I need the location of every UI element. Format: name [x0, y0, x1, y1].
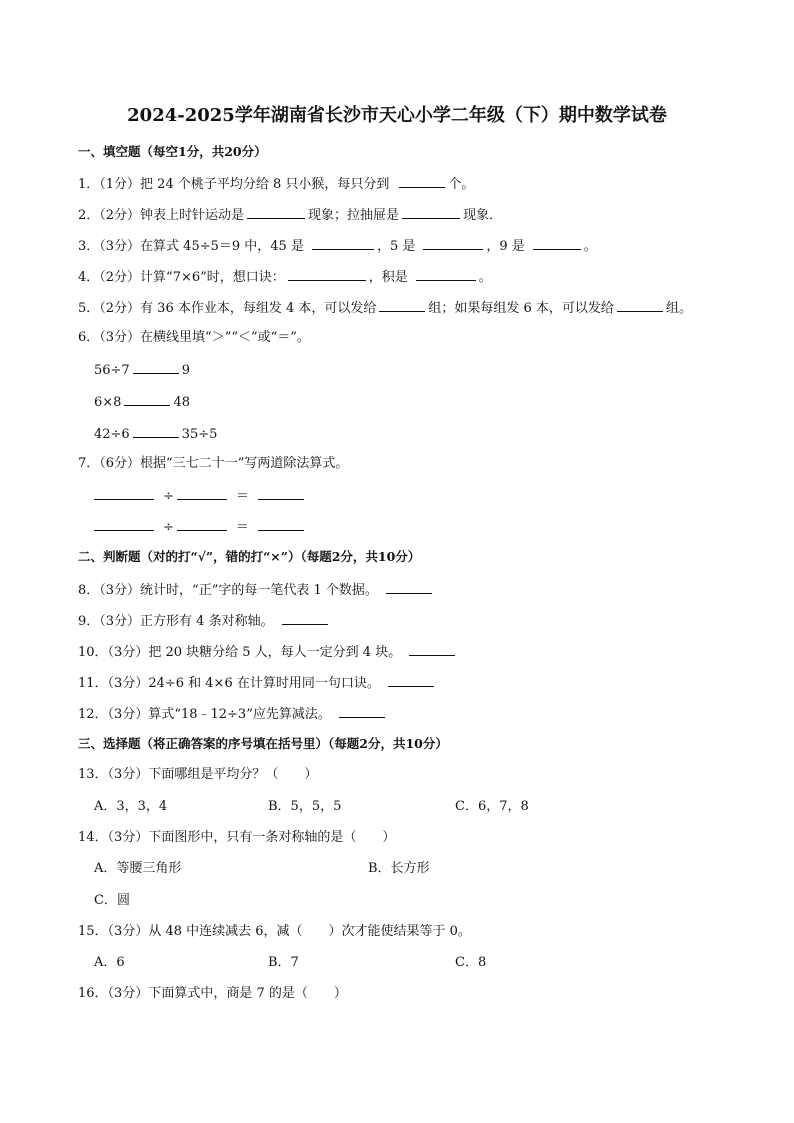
q3-blank-1[interactable] [312, 236, 374, 250]
q7-r2-div: ÷ [163, 520, 174, 535]
question-6-stem: 6．（3分）在横线里填“＞”“＜”或“＝”。 [78, 330, 310, 345]
question-10 [78, 642, 458, 662]
q6-r2-left: 6×8 [94, 395, 122, 410]
question-6-row-1 [94, 360, 190, 380]
q6-r1-blank[interactable] [133, 360, 179, 374]
question-6-row-3 [94, 424, 217, 444]
q4-text-2: ，积是 [368, 270, 408, 285]
q6-r1-left: 56÷7 [94, 363, 130, 378]
question-3 [78, 236, 597, 256]
q3-blank-2[interactable] [423, 236, 483, 250]
q15-option-a[interactable]: A．6 [94, 955, 125, 970]
q4-blank-2[interactable] [416, 267, 476, 281]
q11-blank[interactable] [388, 673, 434, 687]
q15-option-b[interactable]: B．7 [268, 955, 299, 970]
q9-text: 9．（3分）正方形有 4 条对称轴。 [78, 614, 274, 629]
q10-blank[interactable] [409, 642, 455, 656]
q1-text: 1．（1分）把 24 个桃子平均分给 8 只小猴，每只分到 [78, 177, 390, 192]
question-1 [78, 174, 474, 194]
q1-blank[interactable] [399, 174, 445, 188]
q7-r1-div: ÷ [163, 489, 174, 504]
q2-text: 2．（2分）钟表上时针运动是 [78, 208, 245, 223]
q9-blank[interactable] [282, 611, 328, 625]
q5-text-2: 组；如果每组发 6 本，可以发给 [428, 301, 614, 316]
question-2 [78, 205, 502, 225]
question-13-stem: 13．（3分）下面哪组是平均分？（ ） [78, 767, 318, 782]
q5-text: 5．（2分）有 36 本作业本，每组发 4 本，可以发给 [78, 301, 377, 316]
q12-text: 12．（3分）算式“18﹣12÷3”应先算减法。 [78, 707, 331, 722]
q10-text: 10．（3分）把 20 块糖分给 5 人，每人一定分到 4 块。 [78, 645, 402, 660]
q7-r1-eq: ＝ [235, 489, 249, 504]
q6-r2-blank[interactable] [124, 392, 170, 406]
question-9 [78, 611, 331, 631]
question-6-row-2 [94, 392, 190, 412]
section-choice: 三、选择题（将正确答案的序号填在括号里）（每题2分，共10分） [78, 736, 448, 751]
question-5 [78, 298, 692, 318]
question-12 [78, 704, 388, 724]
q6-r3-blank[interactable] [133, 424, 179, 438]
question-7-row-1 [94, 486, 307, 506]
q8-text: 8．（3分）统计时，“正”字的每一笔代表 1 个数据。 [78, 583, 378, 598]
q6-r3-left: 42÷6 [94, 427, 130, 442]
q7-r1-blank-3[interactable] [258, 486, 304, 500]
section-true-false: 二、判断题（对的打“√”，错的打“×”）（每题2分，共10分） [78, 549, 421, 564]
q7-r2-blank-2[interactable] [177, 517, 227, 531]
q13-option-b[interactable]: B．5，5，5 [268, 799, 342, 814]
q7-r1-blank-1[interactable] [94, 486, 154, 500]
q4-text-3: 。 [478, 270, 492, 285]
q13-option-c[interactable]: C．6，7，8 [455, 799, 529, 814]
q3-text-4: 。 [583, 239, 597, 254]
question-15-stem: 15．（3分）从 48 中连续减去 6，减（ ）次才能使结果等于 0。 [78, 924, 471, 939]
question-14-stem: 14．（3分）下面图形中，只有一条对称轴的是（ ） [78, 830, 396, 845]
question-16-stem: 16．（3分）下面算式中，商是 7 的是（ ） [78, 986, 347, 1001]
q6-r1-right: 9 [181, 363, 190, 378]
q7-r2-blank-3[interactable] [258, 517, 304, 531]
q7-r2-eq: ＝ [235, 520, 249, 535]
q7-r2-blank-1[interactable] [94, 517, 154, 531]
q5-blank-1[interactable] [379, 298, 425, 312]
q5-blank-2[interactable] [617, 298, 663, 312]
question-7-row-2 [94, 517, 307, 537]
q6-r3-right: 35÷5 [181, 427, 218, 442]
q13-option-a[interactable]: A．3，3，4 [94, 799, 168, 814]
question-11 [78, 673, 437, 693]
q2-text-3: 现象． [463, 208, 503, 223]
q12-blank[interactable] [339, 704, 385, 718]
q14-option-c[interactable]: C．圆 [94, 893, 130, 908]
q2-text-2: 现象；拉抽屉是 [308, 208, 400, 223]
q2-blank-2[interactable] [402, 205, 460, 219]
q2-blank-1[interactable] [247, 205, 305, 219]
q3-text-3: ，9 是 [486, 239, 525, 254]
q7-r1-blank-2[interactable] [177, 486, 227, 500]
q3-text-2: ，5 是 [376, 239, 416, 254]
page-title: 2024-2025学年湖南省长沙市天心小学二年级（下）期中数学试卷 [127, 105, 667, 126]
q14-option-b[interactable]: B．长方形 [368, 861, 430, 876]
q6-r2-right: 48 [173, 395, 190, 410]
q11-text: 11．（3分）24÷6 和 4×6 在计算时用同一句口诀。 [78, 676, 380, 691]
q1-text-end: 个。 [448, 177, 475, 192]
question-7-stem: 7．（6分）根据“三七二十一”写两道除法算式。 [78, 456, 349, 471]
q5-text-3: 组。 [665, 301, 692, 316]
section-fill-in: 一、填空题（每空1分，共20分） [78, 144, 267, 159]
q14-option-a[interactable]: A．等腰三角形 [94, 861, 182, 876]
q3-text: 3．（3分）在算式 45÷5＝9 中，45 是 [78, 239, 304, 254]
question-8 [78, 580, 435, 600]
q15-option-c[interactable]: C．8 [455, 955, 487, 970]
q8-blank[interactable] [386, 580, 432, 594]
q4-text: 4．（2分）计算“7×6”时，想口诀： [78, 270, 285, 285]
q3-blank-3[interactable] [533, 236, 581, 250]
question-4 [78, 267, 492, 287]
q4-blank-1[interactable] [288, 267, 366, 281]
